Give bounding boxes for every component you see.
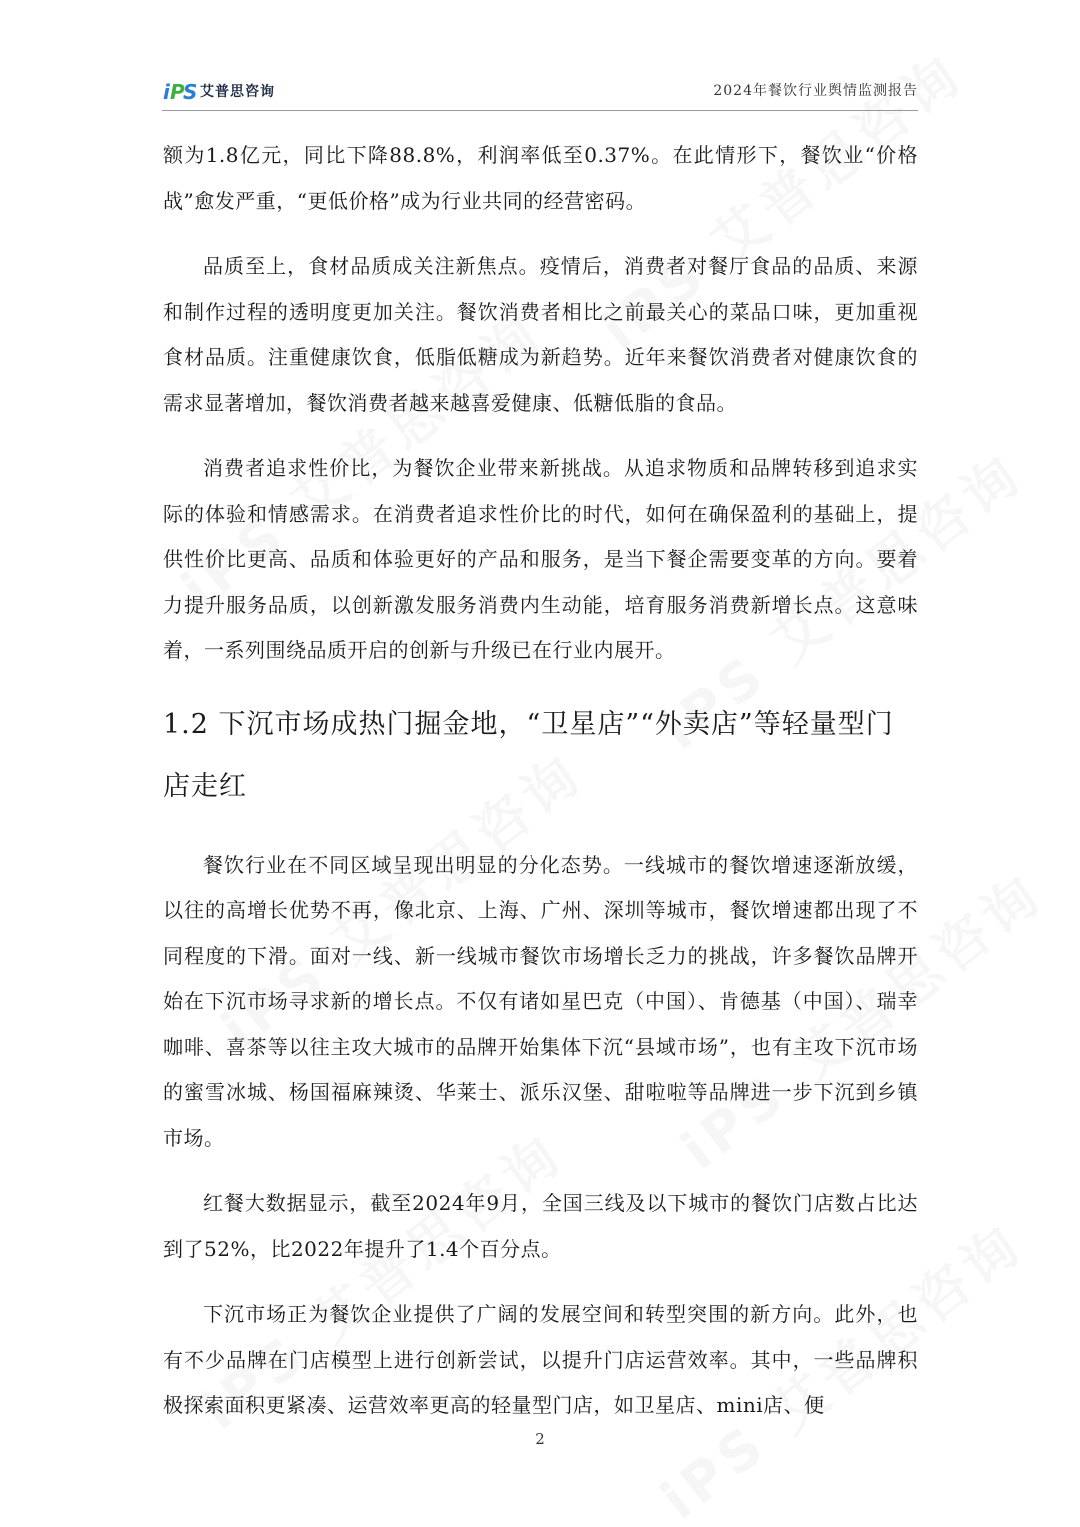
logo-text: 艾普思咨询 [200,84,275,100]
logo-mark-icon [162,78,198,104]
paragraph: 额为1.8亿元，同比下降88.8%，利润率低至0.37%。在此情形下，餐饮业“价格战”愈发严重，“更低价格”成为行业共同的经营密码。 [163,143,918,213]
page-number: 2 [535,1430,545,1448]
page-content [163,133,918,1449]
report-title: 2024年餐饮行业舆情监测报告 [713,83,918,99]
paragraph: 下沉市场正为餐饮企业提供了广阔的发展空间和转型突围的新方向。此外，也有不少品牌在门店模型上进行创新尝试，以提升门店运营效率。其中，一些品牌积极探索面积更紧凑、运营效率更高的轻量型门店，如卫星店、mini店、便 [163,1302,918,1417]
company-logo [162,78,275,104]
svg-text:P: P [170,80,185,104]
svg-text:i: i [163,80,170,104]
section-heading: 1.2 下沉市场成热门掘金地，“卫星店”“外卖店”等轻量型门店走红 [163,708,894,802]
paragraph: 红餐大数据显示，截至2024年9月，全国三线及以下城市的餐饮门店数占比达到了52%，比2022年提升了1.4个百分点。 [163,1191,918,1261]
paragraph: 品质至上，食材品质成关注新焦点。疫情后，消费者对餐厅食品的品质、来源和制作过程的透明度更加关注。餐饮消费者相比之前最关心的菜品口味，更加重视食材品质。注重健康饮食，低脂低糖成为新趋势。近年来餐饮消费者对健康饮食的需求显著增加，餐饮消费者越来越喜爱健康、低糖低脂的食品。 [163,254,918,415]
paragraph: 消费者追求性价比，为餐饮企业带来新挑战。从追求物质和品牌转移到追求实际的体验和情感需求。在消费者追求性价比的时代，如何在确保盈利的基础上，提供性价比更高、品质和体验更好的产品和服务，是当下餐企需要变革的方向。要着力提升服务品质，以创新激发服务消费内生动能，培育服务消费新增长点。这意味着，一系列围绕品质开启的创新与升级已在行业内展开。 [163,456,918,662]
paragraph: 餐饮行业在不同区域呈现出明显的分化态势。一线城市的餐饮增速逐渐放缓，以往的高增长优势不再，像北京、上海、广州、深圳等城市，餐饮增速都出现了不同程度的下滑。面对一线、新一线城市餐饮市场增长乏力的挑战，许多餐饮品牌开始在下沉市场寻求新的增长点。不仅有诸如星巴克（中国）、肯德基（中国）、瑞幸咖啡、喜茶等以往主攻大城市的品牌开始集体下沉“县域市场”，也有主攻下沉市场的蜜雪冰城、杨国福麻辣烫、华莱士、派乐汉堡、甜啦啦等品牌进一步下沉到乡镇市场。 [163,852,918,1150]
svg-text:S: S [183,80,198,104]
page-header [162,70,918,111]
